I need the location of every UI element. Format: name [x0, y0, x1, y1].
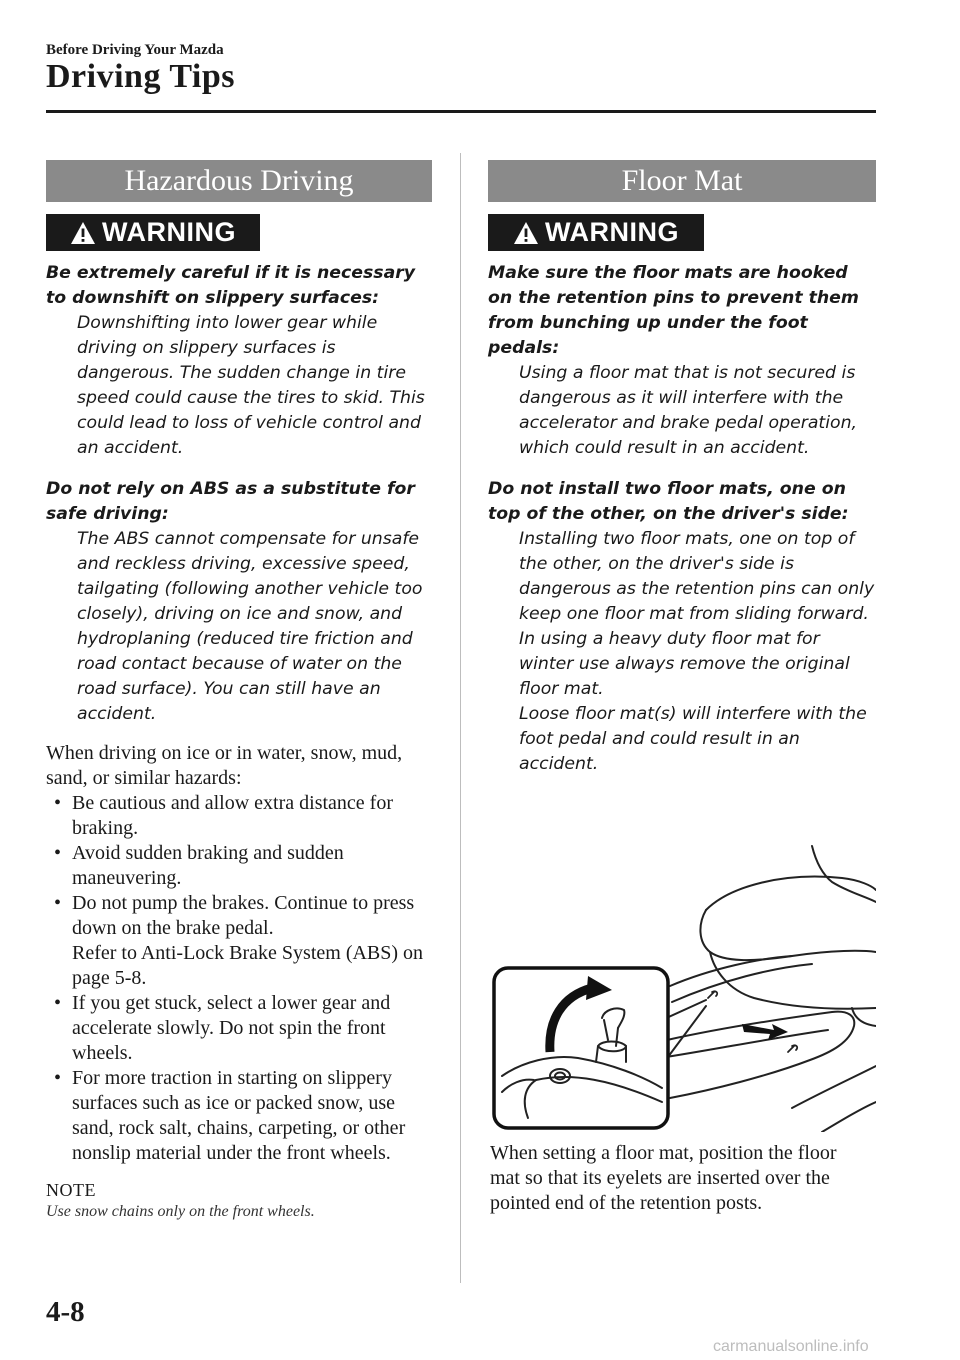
warning-body-paragraph: Loose floor mat(s) will interfere with the foot pedal and could result in an accident. [519, 704, 867, 774]
warning-badge [46, 214, 260, 251]
cross-reference: Refer to Anti-Lock Brake System (ABS) on page 5-8. [72, 942, 424, 989]
warning-badge [488, 214, 704, 251]
warning-body: Downshifting into lower gear while driving on slippery surfaces is dangerous. The sudden change in tire speed could cause the tires to skid. This could lead to loss of vehicle control and an accident. [77, 313, 425, 458]
watermark-text: carmanualsonline.info [713, 1338, 869, 1355]
list-item: • For more traction in starting on slippery surfaces such as ice or packed snow, use sand, rock salt, chains, carpeting, or other nonslip material under the front wheels. [46, 1066, 432, 1166]
chapter-label: Before Driving Your Mazda [46, 42, 224, 58]
list-item [46, 891, 432, 991]
note-text: Use snow chains only on the front wheels. [46, 1203, 315, 1220]
section-banner-hazardous-driving: Hazardous Driving [46, 160, 432, 202]
warning-triangle-icon [70, 221, 96, 245]
figure-caption: When setting a floor mat, position the floor mat so that its eyelets are inserted over the pointed end of the retention posts. [490, 1142, 837, 1214]
warning-body: Using a floor mat that is not secured is dangerous as it will interfere with the accelerator and brake pedal operation, which could result in an accident. [519, 363, 858, 458]
warning-heading: Do not rely on ABS as a substitute for safe driving: [46, 479, 415, 524]
warning-label: WARNING [545, 217, 679, 247]
warning-block [488, 477, 876, 777]
header-rule [46, 110, 876, 113]
list-item-text: Do not pump the brakes. Continue to press down on the brake pedal. [72, 892, 415, 939]
warning-block [46, 261, 432, 461]
list-item: • Be cautious and allow extra distance for braking. [46, 791, 432, 841]
floor-mat-section [488, 160, 876, 777]
floor-mat-illustration [492, 840, 876, 1132]
page-title: Driving Tips [46, 58, 235, 95]
hazard-intro: When driving on ice or in water, snow, mud, sand, or similar hazards: [46, 742, 403, 789]
note-label: NOTE [46, 1180, 96, 1200]
hazardous-driving-section [46, 160, 432, 1221]
hazard-tips-list [46, 791, 432, 1166]
list-item: • Avoid sudden braking and sudden maneuvering. [46, 841, 432, 891]
section-banner-floor-mat: Floor Mat [488, 160, 876, 202]
warning-body-paragraph: In using a heavy duty floor mat for winter use always remove the original floor mat. [519, 629, 850, 699]
inset-detail [494, 968, 668, 1128]
warning-body [488, 527, 876, 777]
warning-block [46, 477, 432, 727]
warning-heading: Do not install two floor mats, one on top of the other, on the driver's side: [488, 479, 849, 524]
warning-block [488, 261, 876, 461]
warning-label: WARNING [102, 217, 236, 247]
warning-heading: Be extremely careful if it is necessary to downshift on slippery surfaces: [46, 263, 416, 308]
warning-heading: Make sure the floor mats are hooked on the retention pins to prevent them from bunching up under the foot pedals: [488, 263, 859, 358]
column-divider [460, 153, 461, 1283]
warning-body-paragraph: Installing two floor mats, one on top of the other, on the driver's side is dangerous as the retention pins can only keep one floor mat from sliding forward. [519, 529, 875, 624]
list-item: • If you get stuck, select a lower gear and accelerate slowly. Do not spin the front wheels. [46, 991, 432, 1066]
warning-body: The ABS cannot compensate for unsafe and reckless driving, excessive speed, tailgating (following another vehicle too closely), driving on ice and snow, and hydroplaning (reduced tire friction and road contact because of water on the road surface). You can still have an accident. [77, 529, 423, 724]
warning-triangle-icon [513, 221, 539, 245]
page-number: 4-8 [46, 1296, 85, 1328]
